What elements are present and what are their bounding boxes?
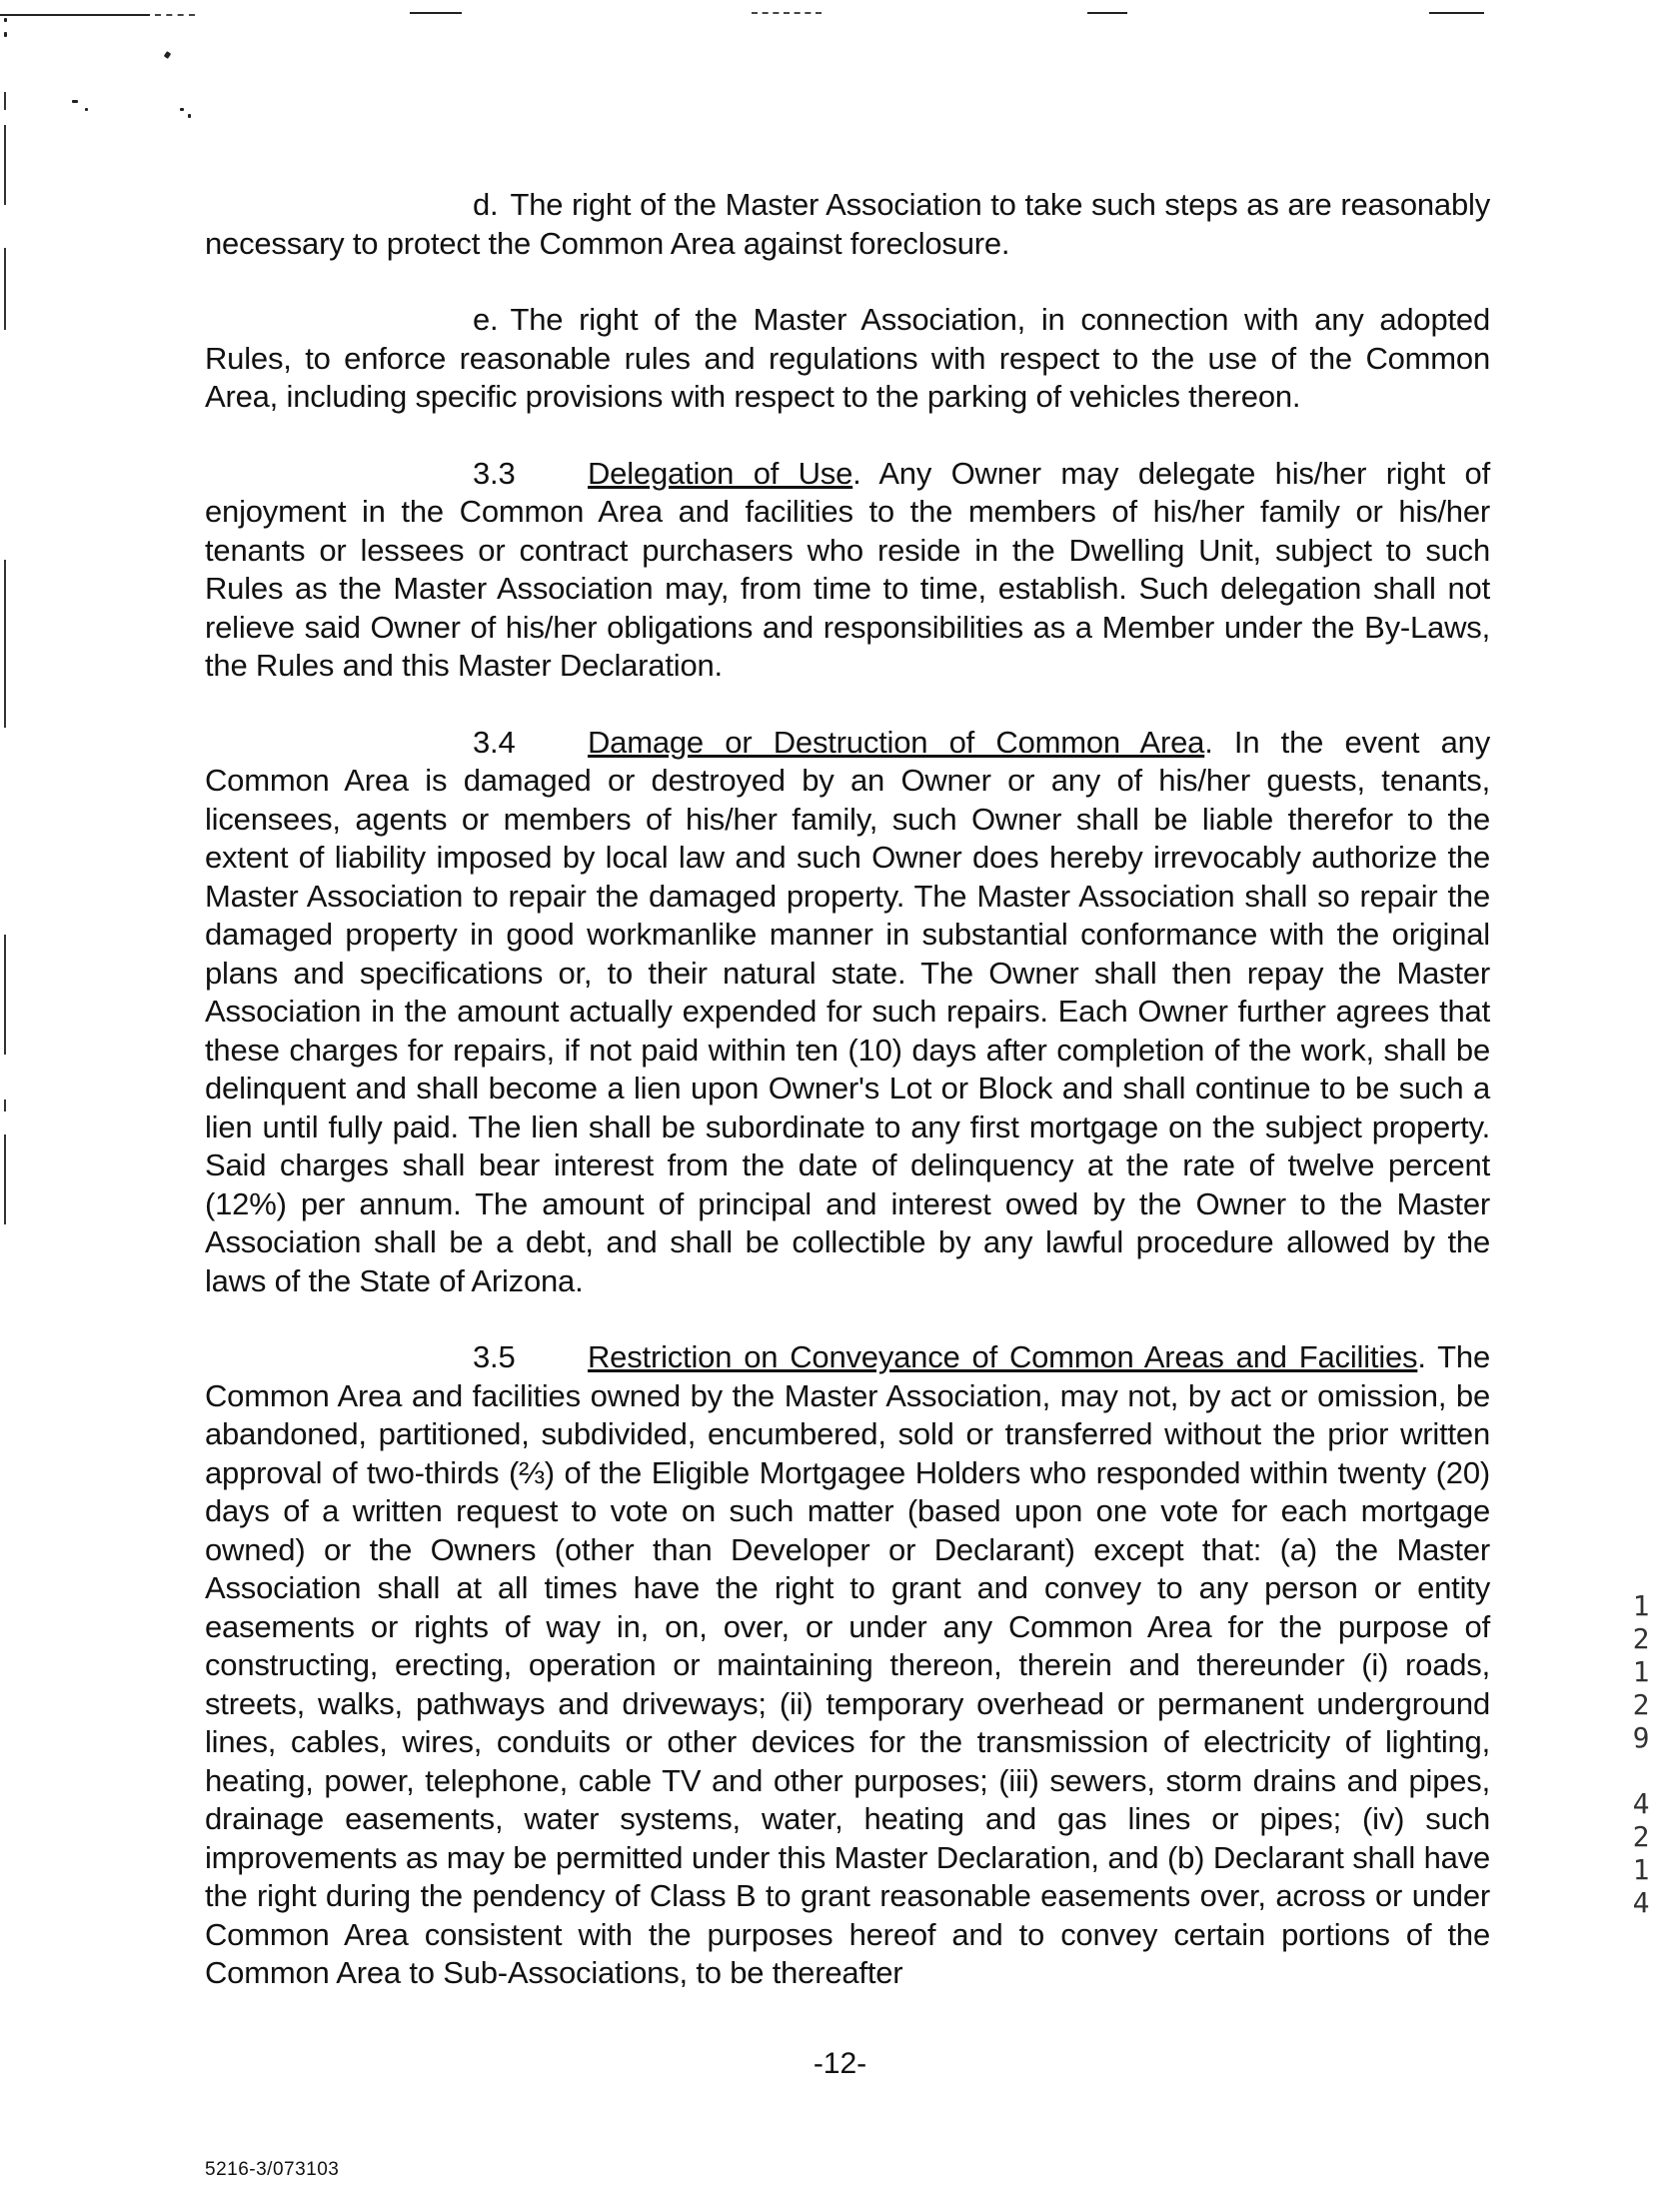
scan-artifact-line: [1429, 12, 1484, 14]
paragraph-text: The right of the Master Association, in connection with any adopted Rules, to enforce reasonable rules and regulations with respect to the use of the Common Area, including specific provisions with respect to the parking of vehicles thereon.: [205, 302, 1490, 414]
scan-artifact-line: [1087, 12, 1127, 14]
section-number: 3.3: [473, 455, 516, 491]
section-number: 3.5: [473, 1339, 516, 1374]
scan-speck: [72, 100, 78, 103]
scan-margin-rule: [4, 125, 6, 205]
paragraph-d: [205, 186, 1490, 263]
scan-margin-rule: [4, 92, 6, 110]
recording-stamp: [1624, 1589, 1658, 1919]
stamp-digit: 2: [1632, 1688, 1650, 1721]
stamp-digit: 1: [1632, 1655, 1650, 1688]
section-3-3: [205, 455, 1490, 686]
section-text: . The Common Area and facilities owned by the Master Association, may not, by act or omission, be abandoned, partitioned, subdivided, encumbered, sold or transferred without the prior written approval of two-thirds (⅔) of the Eligible Mortgagee Holders who responded within twenty (20) days of a written request to vote on such matter (based upon one vote for each mortgage owned) or the Owners (other than Developer or Declarant) except that: (a) the Master Association shall at all times have the right to grant and convey to any person or entity easements or rights of way in, on, over, or under any Common Area for the purpose of constructing, erecting, operation or maintaining thereon, therein and thereunder (i) roads, streets, walks, pathways and driveways; (ii) temporary overhead or permanent underground lines, cables, wires, conduits or other devices for the transmission of electricity of lighting, heating, power, telephone, cable TV and other purposes; (iii) sewers, storm drains and pipes, drainage easements, water systems, water, heating and gas lines or pipes; (iv) such improvements as may be permitted under this Master Declaration, and (b) Declarant shall have the right during the pendency of Class B to grant reasonable easements over, across or under Common Area consistent with the purposes hereof and to convey certain portions of the Common Area to Sub-Associations, to be thereafter: [205, 1339, 1490, 1990]
section-title: Delegation of Use: [588, 455, 853, 491]
scan-speck: [85, 108, 88, 111]
section-text: . Any Owner may delegate his/her right of enjoyment in the Common Area and facilities to the members of his/her family or his/her tenants or lessees or contract purchasers who reside in the Dwelling Unit, subject to such Rules as the Master Association may, from time to time, establish. Such delegation shall not relieve said Owner of his/her obligations and responsibilities as a Member under the By-Laws, the Rules and this Master Declaration.: [205, 455, 1490, 683]
stamp-digit: 4: [1632, 1886, 1650, 1919]
scan-artifact-dash: [752, 12, 822, 15]
document-body: [205, 186, 1490, 2031]
scan-margin-rule: [4, 1134, 6, 1224]
stamp-digit: 9: [1632, 1721, 1650, 1754]
paragraph-letter: d.: [473, 187, 499, 222]
stamp-gap: [1624, 1754, 1658, 1787]
scan-margin-rule: [4, 935, 6, 1055]
section-3-4: [205, 724, 1490, 1301]
stamp-digit: 2: [1632, 1622, 1650, 1655]
scan-speck: [4, 18, 7, 22]
stamp-digit: 4: [1632, 1787, 1650, 1820]
scan-margin-rule: [4, 560, 6, 728]
paragraph-letter: e.: [473, 302, 499, 337]
scan-margin-rule: [4, 1100, 6, 1111]
scan-speck: [188, 114, 191, 118]
section-text: . In the event any Common Area is damaged or destroyed by an Owner or any of his/her guests, tenants, licensees, agents or members of his/her family, such Owner shall be liable therefor to the extent of liability imposed by local law and such Owner does hereby irrevocably authorize the Master Association to repair the damaged property. The Master Association shall so repair the damaged property in good workmanlike manner in substantial conformance with the original plans and specifications or, to their natural state. The Owner shall then repay the Master Association in the amount actually expended for such repairs. Each Owner further agrees that these charges for repairs, if not paid within ten (10) days after completion of the work, shall be delinquent and shall become a lien upon Owner's Lot or Block and shall continue to be such a lien until fully paid. The lien shall be subordinate to any first mortgage on the subject property. Said charges shall bear interest from the date of delinquency at the rate of twelve percent (12%) per annum. The amount of principal and interest owed by the Owner to the Master Association shall be a debt, and shall be collectible by any lawful procedure allowed by the laws of the State of Arizona.: [205, 724, 1490, 1298]
scan-artifact-line: [410, 12, 462, 14]
paragraph-e: [205, 301, 1490, 417]
section-number: 3.4: [473, 724, 516, 760]
section-3-5: [205, 1338, 1490, 1993]
section-title: Damage or Destruction of Common Area: [588, 724, 1205, 760]
page-number: -12-: [813, 2047, 867, 2080]
scan-speck: [4, 32, 7, 37]
document-code: 5216-3/073103: [205, 2159, 340, 2180]
stamp-digit: 2: [1632, 1820, 1650, 1853]
scan-artifact-line: [0, 14, 150, 16]
scan-margin-rule: [4, 248, 6, 330]
scan-speck: [180, 108, 184, 111]
paragraph-text: The right of the Master Association to take such steps as are reasonably necessary to protect the Common Area against foreclosure.: [205, 187, 1490, 261]
scan-artifact-dash: [155, 14, 195, 17]
stamp-digit: 1: [1632, 1853, 1650, 1886]
section-title: Restriction on Conveyance of Common Areas and Facilities: [588, 1339, 1418, 1374]
stamp-digit: 1: [1632, 1589, 1650, 1622]
scan-speck: [164, 51, 172, 59]
